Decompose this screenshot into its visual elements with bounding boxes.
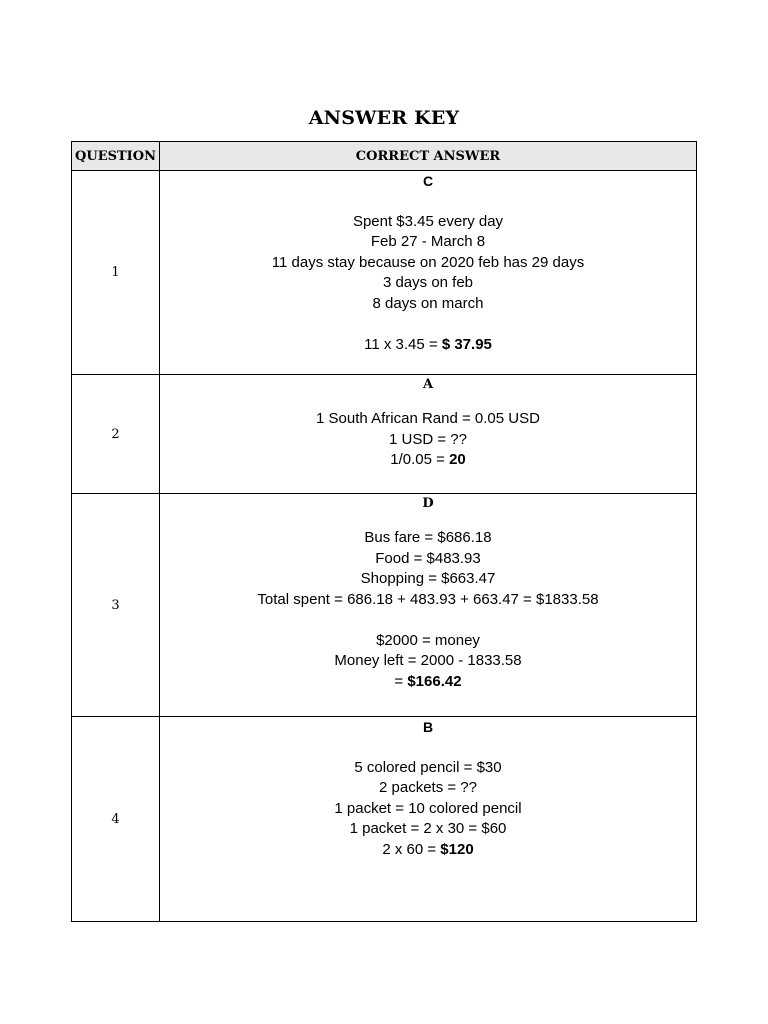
- answer-line: [160, 314, 696, 335]
- table-row: [72, 494, 697, 717]
- answer-cell: [160, 171, 697, 375]
- page-title: ANSWER KEY: [308, 107, 460, 129]
- answer-line: 8 days on march: [372, 294, 484, 312]
- calculation-text: 1/0.05 =: [390, 451, 450, 468]
- answer-key-table: [71, 141, 697, 922]
- final-answer: 20: [449, 451, 466, 468]
- calculation-text: =: [394, 672, 408, 690]
- answer-line: Food = $483.93: [375, 549, 481, 567]
- final-answer: $ 37.95: [441, 335, 492, 353]
- answer-letter: C: [422, 173, 434, 189]
- answer-line: [160, 840, 696, 861]
- table-row: [72, 375, 697, 494]
- answer-line: $2000 = money: [376, 631, 480, 649]
- answer-cell: [160, 717, 697, 922]
- answer-line: Bus fare = $686.18: [364, 529, 492, 546]
- answer-line: 2 packets = ??: [379, 779, 477, 796]
- answer-line: [160, 514, 696, 528]
- answer-line: Shopping = $663.47: [360, 570, 496, 587]
- final-answer: $120: [440, 840, 474, 858]
- answer-cell: [160, 375, 697, 494]
- answer-line: [160, 610, 696, 631]
- answer-line: 1 packet = 2 x 30 = $60: [349, 820, 507, 837]
- answer-line: 1 packet = 10 colored pencil: [334, 799, 522, 817]
- question-number: 3: [72, 494, 160, 717]
- answer-line: [160, 450, 696, 471]
- answer-line: [160, 191, 696, 212]
- question-column-header: QUESTION: [72, 142, 160, 171]
- answer-line: [160, 737, 696, 758]
- answer-line: Feb 27 - March 8: [370, 233, 486, 250]
- answer-line: [160, 335, 696, 356]
- answer-line: [160, 395, 696, 409]
- answer-letter: D: [422, 496, 434, 511]
- answer-line: Total spent = 686.18 + 483.93 + 663.47 = $1833.58: [257, 590, 599, 608]
- answer-column-header: CORRECT ANSWER: [160, 142, 697, 171]
- answer-line: [160, 672, 696, 693]
- answer-line: 1 South African Rand = 0.05 USD: [316, 410, 540, 427]
- question-number: 4: [72, 717, 160, 922]
- table-row: [72, 717, 697, 922]
- answer-line: 11 days stay because on 2020 feb has 29 days: [271, 253, 585, 271]
- question-number: 2: [72, 375, 160, 494]
- answer-letter: B: [422, 719, 434, 735]
- answer-cell: [160, 494, 697, 717]
- calculation-text: 11 x 3.45 =: [364, 335, 442, 353]
- calculation-text: 2 x 60 =: [382, 840, 441, 858]
- answer-line: 3 days on feb: [382, 274, 474, 291]
- final-answer: $166.42: [407, 672, 462, 690]
- answer-line: 1 USD = ??: [389, 430, 467, 448]
- answer-line: Spent $3.45 every day: [352, 212, 504, 230]
- table-header-row: [72, 142, 697, 171]
- table-row: [72, 171, 697, 375]
- question-number: 1: [72, 171, 160, 375]
- answer-line: 5 colored pencil = $30: [354, 758, 502, 776]
- answer-letter: A: [422, 377, 434, 392]
- answer-line: Money left = 2000 - 1833.58: [334, 652, 522, 669]
